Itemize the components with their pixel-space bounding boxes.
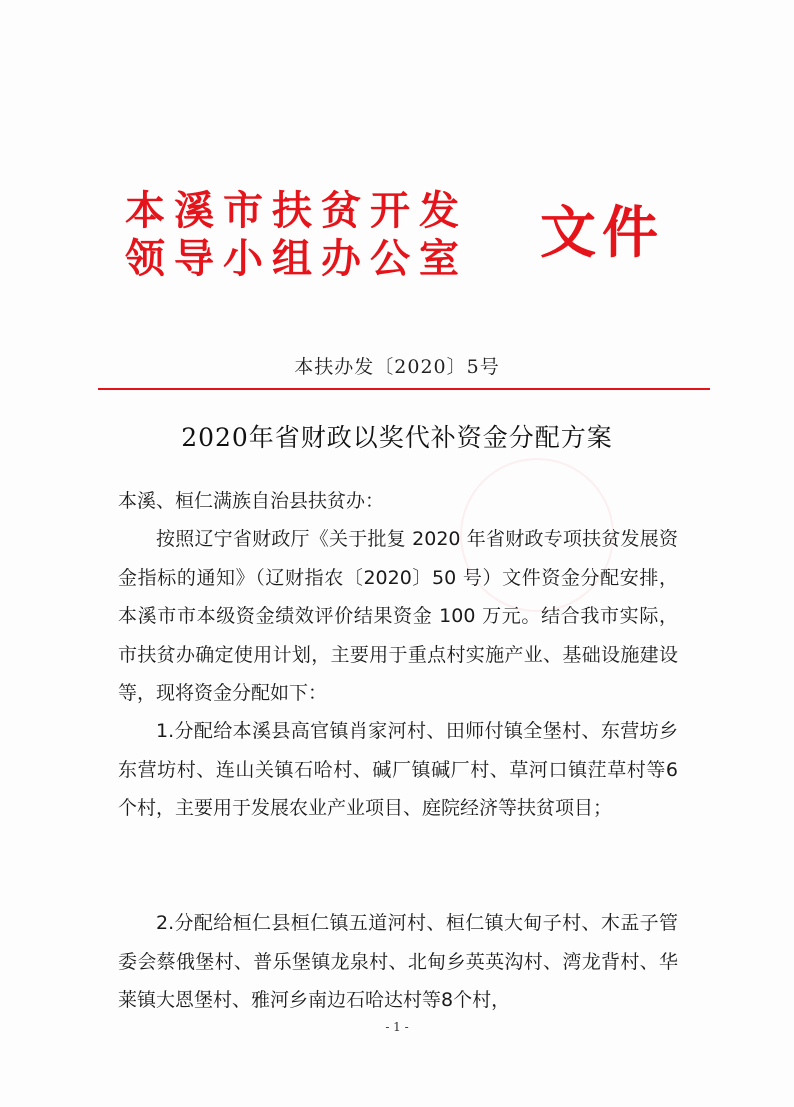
issuer-name-line-1: 本溪市扶贫开发 [125, 188, 468, 234]
issuer-name-line-2: 领导小组办公室 [125, 236, 468, 282]
body-paragraph-2: 1.分配给本溪县高官镇肖家河村、田师付镇全堡村、东营坊乡东营坊村、连山关镇石哈村、碱厂镇碱厂村、草河口镇茳草村等6个村，主要用于发展农业产业项目、庭院经济等扶贫项目； [118, 720, 678, 819]
addressee: 本溪、桓仁满族自治县扶贫办： [118, 490, 385, 512]
page-number: - 1 - [385, 1020, 409, 1034]
document-header [125, 188, 685, 288]
document-number: 本扶办发〔2020〕5号 [294, 356, 500, 378]
red-divider-line [98, 388, 710, 390]
body-paragraph-1: 按照辽宁省财政厅《关于批复 2020 年省财政专项扶贫发展资金指标的通知》（辽财指农〔2020〕50 号）文件资金分配安排，本溪市市本级资金绩效评价结果资金 100 万元。结合我市实际，市扶贫办确定使用计划，主要用于重点村实施产业、基础设施建设等，现将资金分配如下： [118, 528, 678, 704]
body-paragraph-3: 2.分配给桓仁县桓仁镇五道河村、桓仁镇大甸子村、木盂子管委会蔡俄堡村、普乐堡镇龙泉村、北甸乡英英沟村、湾龙背村、华莱镇大恩堡村、雅河乡南边石哈达村等8个村， [118, 912, 678, 1011]
header-document-word: 文件 [540, 201, 664, 266]
document-title: 2020年省财政以奖代补资金分配方案 [181, 423, 613, 452]
